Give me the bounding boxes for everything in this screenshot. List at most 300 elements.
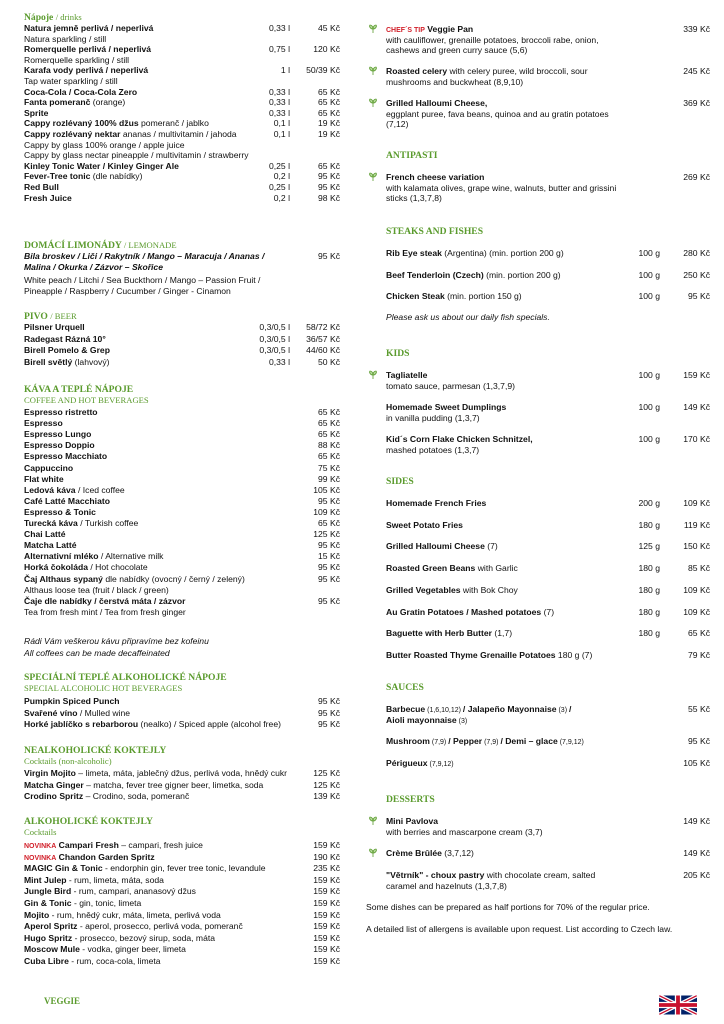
cocktail-item-price: 159 Kč xyxy=(313,932,340,943)
side-item-qty: 180 g xyxy=(638,584,660,595)
sauce-item-part: Aioli mayonnaise xyxy=(386,714,457,725)
cheese-item-title: French cheese variation xyxy=(386,172,485,182)
drink-item-qty: 0,33 l xyxy=(268,86,290,97)
coffee-item-name xyxy=(24,607,186,618)
dessert-item-desc: with chocolate cream, salted xyxy=(484,870,596,880)
coffee-item-note: Althaus loose tea (fruit / black / green) xyxy=(24,584,169,595)
side-item-qty: 180 g xyxy=(638,563,660,574)
cocktail-item-title: Gin & Tonic xyxy=(24,898,72,908)
sauce-item-part: Mushroom xyxy=(386,736,430,746)
side-item-title: Grilled Halloumi Cheese xyxy=(386,541,485,552)
coffee-item-price: 125 Kč xyxy=(313,529,340,540)
beer-item-name xyxy=(24,357,110,368)
sauces-section-title: SAUCES xyxy=(386,682,424,693)
coffee-item-title: Matcha Latté xyxy=(24,540,77,551)
sides-section xyxy=(386,476,710,487)
cocktail-item-price: 159 Kč xyxy=(313,840,340,850)
beer-section-title: PIVO xyxy=(24,311,48,322)
hot-alcohol-item-name xyxy=(24,719,281,730)
side-item-price: 150 Kč xyxy=(683,541,710,552)
drink-item-note: Cappy by glass 100% orange / apple juice xyxy=(24,139,185,150)
coffee-item-price: 95 Kč xyxy=(318,573,340,584)
sauce-item-part: (3) xyxy=(556,707,569,714)
cocktail-section-subtitle: Cocktails xyxy=(24,827,57,837)
lemonade-section xyxy=(24,240,340,251)
side-item-price: 65 Kč xyxy=(688,628,710,639)
steak-item-qty: 100 g xyxy=(638,269,660,280)
main-item-new-badge: CHEF´S TIP xyxy=(386,27,425,34)
main-item-name xyxy=(386,98,487,109)
cocktail-item-name xyxy=(24,956,161,967)
main-item-price: 369 Kč xyxy=(683,98,710,108)
side-item-name xyxy=(386,541,498,552)
coffee-section xyxy=(24,384,340,395)
sauce-item-price: 55 Kč xyxy=(688,704,710,714)
drink-item-note: Natura sparkling / still xyxy=(24,33,107,44)
coffee-item-price: 95 Kč xyxy=(318,562,340,573)
sauce-item-part: Périgueux xyxy=(386,758,428,768)
drink-item-name xyxy=(24,97,125,108)
drink-item-desc: (orange) xyxy=(90,97,126,108)
cocktail-item-title: Hugo Spritz xyxy=(24,932,73,943)
dessert-item-price: 149 Kč xyxy=(683,816,710,826)
coffee-item-title: Espresso Doppio xyxy=(24,440,95,451)
kids-item-description xyxy=(386,381,515,392)
lemonade-flavors-2: Malina / Okurka / Zázvor – Skořice xyxy=(24,262,163,272)
drink-item-title: Romerquelle perlivá / neperlivá xyxy=(24,44,152,55)
side-item-allergens: (7) xyxy=(579,649,593,660)
coffee-section-subtitle: COFFEE AND HOT BEVERAGES xyxy=(24,395,149,405)
beer-item-name xyxy=(24,334,106,345)
coffee-item-price: 95 Kč xyxy=(318,495,340,506)
steak-item-name xyxy=(386,270,561,281)
steak-item-desc: (Argentina) (min. portion 200 g) xyxy=(441,248,564,258)
hot-alcohol-item-title: Pumpkin Spiced Punch xyxy=(24,696,120,706)
main-item-description xyxy=(386,77,523,88)
coffee-item-name xyxy=(24,485,125,496)
drink-item-desc: pomeranč / jablko xyxy=(138,118,209,129)
mocktail-section xyxy=(24,745,340,756)
drink-item-price: 45 Kč xyxy=(318,23,340,33)
drinks-section-subtitle: / drinks xyxy=(55,12,82,22)
drink-item-qty: 0,1 l xyxy=(273,129,290,139)
steak-item-desc: (min. portion 200 g) xyxy=(483,269,561,280)
steak-item-name xyxy=(386,248,564,259)
hot-alcohol-section-subtitle: SPECIAL ALCOHOLIC HOT BEVERAGES xyxy=(24,683,183,693)
coffee-item-desc: / Alternative milk xyxy=(98,551,164,562)
cocktail-item-price: 159 Kč xyxy=(313,921,340,932)
kids-item-qty: 100 g xyxy=(638,370,660,380)
coffee-item-name xyxy=(24,585,169,596)
hot-alcohol-item-price: 95 Kč xyxy=(318,696,340,706)
dessert-item-allergens: (1,3,7,8) xyxy=(474,880,507,891)
veggie-leaf-icon xyxy=(368,24,378,34)
cocktail-item-desc: - vodka, ginger beer, limeta xyxy=(79,944,186,955)
coffee-item-title: Turecká káva xyxy=(24,518,78,528)
cocktail-item-name xyxy=(24,886,196,897)
coffee-item-price: 75 Kč xyxy=(318,462,340,473)
main-item-desc: with celery puree, wild broccoli, sour xyxy=(447,66,588,76)
drink-item-qty: 1 l xyxy=(280,65,290,76)
side-item-name xyxy=(386,650,592,661)
beer-section xyxy=(24,311,340,322)
drink-item-note: Tap water sparkling / still xyxy=(24,76,118,86)
desserts-section-title: DESSERTS xyxy=(386,794,435,805)
drink-item-price: 19 Kč xyxy=(318,129,340,139)
steak-item-title: Rib Eye steak xyxy=(386,248,442,258)
main-item-description2 xyxy=(386,45,527,56)
sauce-item-part: (7,9,12) xyxy=(557,739,584,746)
main-item-desc1: eggplant puree, fava beans, quinoa and au gratin potatoes xyxy=(386,108,609,119)
drink-item-price: 19 Kč xyxy=(318,118,340,129)
cocktail-item-title: Moscow Mule xyxy=(24,944,80,955)
mocktail-section-title: NEALKOHOLICKÉ KOKTEJLY xyxy=(24,745,167,756)
cocktail-item-price: 159 Kč xyxy=(313,898,340,908)
coffee-item-name xyxy=(24,529,66,540)
drink-item-title: Karafa vody perlivá / neperlivá xyxy=(24,65,149,76)
sauce-item-part: (7,9) xyxy=(429,739,449,746)
sauce-item-part: (1,6,10,12) xyxy=(425,707,463,714)
sauce-item-names xyxy=(386,736,584,749)
drink-item-price: 50/39 Kč xyxy=(306,65,340,76)
lemonade-flavors-1: Bila broskev / Liči / Rakytník / Mango – Maracuja / Ananas / xyxy=(24,251,265,261)
hot-alcohol-item-title: Horké jablíčko s rebarborou xyxy=(24,719,139,729)
side-item-name xyxy=(386,607,554,618)
steak-item-title: Chicken Steak xyxy=(386,291,445,301)
veggie-leaf-icon xyxy=(368,172,378,182)
kids-item-price: 170 Kč xyxy=(683,434,710,444)
cocktail-item-desc: - prosecco, bezový sirup, soda, máta xyxy=(72,932,216,943)
coffee-item-title: Ledová káva xyxy=(24,484,76,495)
side-item-price: 109 Kč xyxy=(683,498,710,508)
side-item-name xyxy=(386,585,518,596)
side-item-qty: 180 g xyxy=(638,519,660,530)
cocktail-item-name xyxy=(24,933,215,944)
coffee-item-title: Espresso xyxy=(24,418,63,429)
kids-item-price: 149 Kč xyxy=(683,402,710,412)
cheese-item-description2 xyxy=(386,193,442,204)
coffee-item-price: 65 Kč xyxy=(318,407,340,417)
drink-item-name xyxy=(24,118,209,129)
coffee-section-title: KÁVA A TEPLÉ NÁPOJE xyxy=(24,384,134,395)
drink-item-name xyxy=(24,44,151,55)
veggie-leaf-icon xyxy=(368,816,378,826)
sauce-item-line2 xyxy=(386,715,467,728)
cocktail-item-title: Chandon Garden Spritz xyxy=(58,851,155,862)
dessert-item-name xyxy=(386,816,438,827)
decaf-note: All coffees can be made decaffeinated xyxy=(24,648,170,658)
cocktail-item-desc: - gin, tonic, limeta xyxy=(71,898,142,908)
drink-item-name xyxy=(24,140,185,151)
veggie-legend: VEGGIE xyxy=(44,996,81,1006)
drink-item-title: Kinley Tonic Water / Kinley Ginger Ale xyxy=(24,160,179,171)
mocktail-item-desc: – Crodino, soda, pomeranč xyxy=(83,791,190,801)
desserts-section xyxy=(386,794,710,805)
side-item-name xyxy=(386,628,512,639)
drink-item-title: Fever-Tree tonic xyxy=(24,171,91,182)
lemonade-flavors-en-2: Pineapple / Raspberry / Cucumber / Ginger - Cinamon xyxy=(24,286,231,296)
kids-item-title: Tagliatelle xyxy=(386,370,428,380)
side-item-qty: 125 g xyxy=(638,541,660,552)
main-item-name xyxy=(386,66,588,77)
drink-item-name xyxy=(24,129,237,140)
hot-alcohol-item-name xyxy=(24,696,120,707)
cocktail-item-new-badge: NOVINKA xyxy=(24,854,57,862)
cocktail-item-title: Jungle Bird xyxy=(24,886,72,897)
kids-item-title: Homemade Sweet Dumplings xyxy=(386,402,507,412)
coffee-item-name xyxy=(24,474,64,485)
side-item-allergens: (1,7) xyxy=(492,628,513,639)
kids-item-name xyxy=(386,434,533,445)
beer-item-qty: 0,3/0,5 l xyxy=(259,333,290,344)
drink-item-title: Fanta pomeranč xyxy=(24,97,91,108)
coffee-item-note: Tea from fresh mint / Tea from fresh ginger xyxy=(24,606,186,617)
cocktail-item-name xyxy=(24,863,266,874)
sauces-section xyxy=(386,682,710,693)
drink-item-name xyxy=(24,65,148,76)
kids-item-allergens: (1,3,7,9) xyxy=(482,380,515,391)
side-item-qty: 180 g xyxy=(638,628,660,639)
beer-item-title: Pilsner Urquell xyxy=(24,322,85,332)
side-item-title: Grilled Vegetables xyxy=(386,584,461,595)
kids-item-allergens: (1,3,7) xyxy=(454,412,480,423)
beer-item-desc: (lahvový) xyxy=(72,356,110,367)
kids-item-qty: 100 g xyxy=(638,434,660,444)
sauce-item-part: (7,9,12) xyxy=(427,761,454,768)
steak-item-title: Beef Tenderloin (Czech) xyxy=(386,269,484,280)
coffee-item-name xyxy=(24,574,245,585)
main-item-price: 245 Kč xyxy=(683,66,710,76)
cocktail-item-desc: – campari, fresh juice xyxy=(118,840,203,850)
drink-item-qty: 0,2 l xyxy=(273,171,290,182)
cocktail-item-desc: - rum, hnědý cukr, máta, limeta, perlivá voda xyxy=(49,909,221,920)
hot-alcohol-item-title: Svařené víno xyxy=(24,707,78,718)
cheese-item-description xyxy=(386,183,616,194)
sauce-item-price: 105 Kč xyxy=(683,758,710,768)
coffee-item-name xyxy=(24,562,148,573)
side-item-price: 109 Kč xyxy=(683,584,710,595)
cocktail-item-price: 159 Kč xyxy=(313,886,340,897)
cocktail-item-desc: - aperol, prosecco, perlivá voda, pomeranč xyxy=(77,921,243,932)
drink-item-name xyxy=(24,182,59,193)
drink-item-qty: 0,33 l xyxy=(268,107,290,118)
coffee-item-title: Café Latté Macchiato xyxy=(24,495,110,506)
sauce-item-price: 95 Kč xyxy=(688,736,710,746)
coffee-item-name xyxy=(24,463,73,474)
dessert-item-title: Crème Brûlée xyxy=(386,848,442,858)
steak-item-qty: 100 g xyxy=(638,291,660,301)
cocktail-item-name xyxy=(24,921,243,932)
dessert-item-allergens: (3,7) xyxy=(525,826,543,837)
sauce-item-part: (3) xyxy=(456,717,468,725)
sauce-item-part: / Pepper xyxy=(448,736,483,746)
kids-item-allergens: (1,3,7) xyxy=(454,444,480,455)
side-item-desc: with Garlic xyxy=(475,563,518,574)
main-item-price: 339 Kč xyxy=(683,24,710,34)
beer-item-qty: 0,3/0,5 l xyxy=(259,345,290,355)
cocktail-item-price: 235 Kč xyxy=(313,863,340,874)
mocktail-item-price: 125 Kč xyxy=(313,768,340,778)
coffee-item-title: Horká čokoláda xyxy=(24,562,88,573)
mocktail-item-title: Virgin Mojito xyxy=(24,768,76,778)
cocktail-item-name xyxy=(24,875,164,886)
side-item-title: Baguette with Herb Butter xyxy=(386,628,492,639)
cocktail-section-title: ALKOHOLICKÉ KOKTEJLY xyxy=(24,816,153,827)
coffee-item-name xyxy=(24,540,77,551)
dessert-item-title: "Větrník" - choux pastry xyxy=(386,870,485,880)
drink-item-title: Red Bull xyxy=(24,182,59,192)
beer-section-subtitle: / BEER xyxy=(50,311,77,321)
hot-alcohol-item-desc: / Mulled wine xyxy=(77,707,131,718)
mocktail-section-subtitle: Cocktails (non-alcoholic) xyxy=(24,756,112,766)
sauce-item-part: / Jalapeño Mayonnaise xyxy=(462,704,557,714)
coffee-item-price: 95 Kč xyxy=(318,540,340,551)
allergen-note: A detailed list of allergens is available upon request. List according to Czech law. xyxy=(366,924,673,934)
drink-item-price: 95 Kč xyxy=(318,182,340,192)
beer-item-qty: 0,33 l xyxy=(268,356,290,367)
mocktail-item-price: 139 Kč xyxy=(313,791,340,801)
drinks-section xyxy=(24,12,340,23)
fish-note: Please ask us about our daily fish specials. xyxy=(386,312,550,322)
side-item-price: 109 Kč xyxy=(683,606,710,617)
kids-item-description xyxy=(386,413,480,424)
coffee-item-title: Espresso & Tonic xyxy=(24,506,96,517)
drink-item-qty: 0,1 l xyxy=(273,118,290,129)
hot-alcohol-section xyxy=(24,672,340,683)
mocktail-item-name xyxy=(24,768,287,779)
uk-flag-icon[interactable] xyxy=(659,995,697,1015)
main-item-allergens: (8,9,10) xyxy=(493,76,524,87)
sauce-item-part: (7,9) xyxy=(482,739,501,746)
drink-item-qty: 0,33 l xyxy=(268,97,290,108)
kids-section-title: KIDS xyxy=(386,348,410,359)
beer-item-price: 44/60 Kč xyxy=(306,345,340,355)
cheese-item-desc1: with kalamata olives, grape wine, walnuts, butter and grissini xyxy=(386,182,617,193)
drink-item-name xyxy=(24,193,72,204)
lemonade-section-title: DOMÁCÍ LIMONÁDY xyxy=(24,240,122,251)
drink-item-name xyxy=(24,76,118,87)
hot-alcohol-item-price: 95 Kč xyxy=(318,719,340,729)
mocktail-item-title: Matcha Ginger xyxy=(24,779,84,790)
kids-item-desc1: tomato sauce, parmesan xyxy=(386,380,481,391)
drink-item-qty: 0,75 l xyxy=(268,44,290,55)
dessert-item-desc1: with berries and mascarpone cream xyxy=(386,826,523,837)
coffee-item-price: 65 Kč xyxy=(318,518,340,528)
lemonade-price-value: 95 Kč xyxy=(318,251,340,261)
steak-item-desc: (min. portion 150 g) xyxy=(444,291,522,301)
dessert-item-name xyxy=(386,848,474,859)
drink-item-name xyxy=(24,150,249,161)
side-item-qty: 180 g xyxy=(638,606,660,617)
cocktail-item-title: Mojito xyxy=(24,909,50,920)
drink-item-desc: (dle nabídky) xyxy=(90,171,143,182)
drink-item-title: Coca-Cola / Coca-Cola Zero xyxy=(24,86,138,97)
side-item-desc: 180 g xyxy=(555,649,580,660)
kids-item-desc1: in vanilla pudding xyxy=(386,412,453,423)
lemonade-section-subtitle: / LEMONADE xyxy=(123,240,177,250)
side-item-allergens: (7) xyxy=(484,541,498,552)
steaks-section-title: STEAKS AND FISHES xyxy=(386,226,484,237)
dessert-item-description xyxy=(386,827,543,838)
hot-alcohol-section-title: SPECIÁLNÍ TEPLÉ ALKOHOLICKÉ NÁPOJE xyxy=(24,672,227,683)
mocktail-item-desc: – matcha, fever tree gigner beer, limetka, soda xyxy=(83,779,264,790)
cheese-item-name xyxy=(386,172,484,183)
main-item-title: Roasted celery xyxy=(386,66,448,76)
drink-item-name xyxy=(24,23,153,34)
drink-item-name xyxy=(24,171,142,182)
cheese-item-price: 269 Kč xyxy=(683,172,710,182)
coffee-item-title: Espresso Macchiato xyxy=(24,451,108,462)
coffee-item-title: Espresso ristretto xyxy=(24,407,98,417)
beer-item-price: 36/57 Kč xyxy=(306,333,340,344)
dessert-item-price: 205 Kč xyxy=(683,870,710,880)
coffee-item-name xyxy=(24,418,63,429)
main-item-desc1: mushrooms and buckwheat xyxy=(386,76,492,87)
coffee-item-price: 109 Kč xyxy=(313,506,340,517)
sauce-item-part: Barbecue xyxy=(386,704,426,714)
cocktail-item-new-badge: NOVINKA xyxy=(24,843,57,850)
sauce-item-names xyxy=(386,758,454,771)
steaks-section xyxy=(386,226,710,237)
hot-alcohol-item-price: 95 Kč xyxy=(318,707,340,718)
coffee-item-name xyxy=(24,407,98,418)
hot-alcohol-item-desc: (nealko) / Spiced apple (alcohol free) xyxy=(138,719,281,729)
kids-item-name xyxy=(386,402,506,413)
cocktail-item-name xyxy=(24,944,186,955)
beer-item-title: Radegast Rázná 10° xyxy=(24,333,106,344)
dessert-item-name xyxy=(386,870,595,881)
mocktail-item-name xyxy=(24,791,189,802)
drink-item-title: Natura jemně perlivá / neperlivá xyxy=(24,23,154,33)
cocktail-item-title: MAGIC Gin & Tonic xyxy=(24,863,103,874)
main-item-description xyxy=(386,35,599,46)
side-item-name xyxy=(386,520,463,531)
dessert-item-price: 149 Kč xyxy=(683,848,710,858)
steak-item-name xyxy=(386,291,522,302)
drink-item-price: 98 Kč xyxy=(318,192,340,203)
sauce-item-part: / xyxy=(568,704,572,714)
coffee-item-desc: / Turkish coffee xyxy=(77,518,139,528)
side-item-price: 85 Kč xyxy=(688,563,710,574)
coffee-item-name xyxy=(24,596,185,607)
kids-item-price: 159 Kč xyxy=(683,370,710,380)
cocktail-item-desc: - rum, coca-cola, limeta xyxy=(68,956,161,966)
main-item-allergens: (7,12) xyxy=(386,119,409,129)
coffee-item-desc: / Hot chocolate xyxy=(88,562,148,573)
side-item-name xyxy=(386,563,518,574)
steak-item-qty: 100 g xyxy=(638,248,660,258)
beer-item-price: 50 Kč xyxy=(318,356,340,367)
cocktail-item-title: Aperol Spritz xyxy=(24,921,78,932)
drinks-section-title: Nápoje xyxy=(24,12,54,23)
main-item-allergens: (5,6) xyxy=(509,45,528,55)
kids-item-desc1: mashed potatoes xyxy=(386,444,452,455)
cocktail-section xyxy=(24,816,340,827)
drink-item-price: 65 Kč xyxy=(318,160,340,171)
main-item-title: Grilled Halloumi Cheese, xyxy=(386,98,488,108)
coffee-item-title: Espresso Lungo xyxy=(24,429,92,440)
antipasti-section xyxy=(386,150,710,161)
cocktail-item-name xyxy=(24,898,141,909)
drink-item-qty: 0,25 l xyxy=(268,160,290,171)
kids-item-qty: 100 g xyxy=(638,402,660,412)
cocktail-item-price: 190 Kč xyxy=(313,851,340,862)
drink-item-desc: ananas / multivitamin / jahoda xyxy=(120,129,237,139)
decaf-note: Rádi Vám veškerou kávu připravíme bez kofeinu xyxy=(24,636,209,646)
side-item-price: 119 Kč xyxy=(683,519,710,530)
side-item-title: Butter Roasted Thyme Grenaille Potatoes xyxy=(386,649,556,660)
drink-item-name xyxy=(24,161,179,172)
